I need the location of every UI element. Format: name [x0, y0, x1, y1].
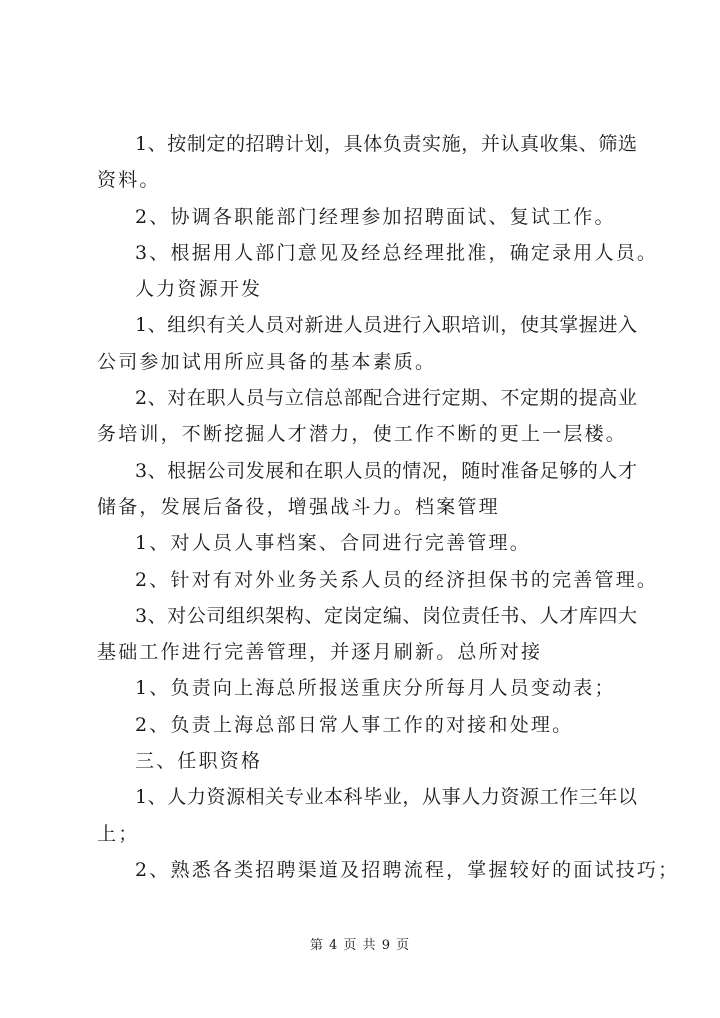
paragraph-line: 务培训，不断挖掘人才潜力，使工作不断的更上一层楼。	[97, 423, 628, 446]
paragraph-line: 2、针对有对外业务关系人员的经济担保书的完善管理。	[135, 568, 659, 591]
paragraph-line: 3、根据公司发展和在职人员的情况，随时准备足够的人才	[135, 459, 637, 482]
section-heading: 三、任职资格	[135, 750, 263, 773]
paragraph-line: 2、对在职人员与立信总部配合进行定期、不定期的提高业	[135, 387, 637, 410]
paragraph-line: 资料。	[97, 169, 161, 192]
paragraph-line: 1、人力资源相关专业本科毕业，从事人力资源工作三年以	[135, 786, 637, 809]
paragraph-line: 储备，发展后备役，增强战斗力。档案管理	[97, 495, 500, 518]
paragraph-line: 2、熟悉各类招聘渠道及招聘流程，掌握较好的面试技巧；	[135, 858, 680, 881]
paragraph-line: 上；	[97, 822, 140, 845]
paragraph-line: 公司参加试用所应具备的基本素质。	[97, 350, 437, 373]
page-number-footer: 第 4 页 共 9 页	[309, 938, 411, 953]
paragraph-line: 2、协调各职能部门经理参加招聘面试、复试工作。	[135, 205, 616, 228]
paragraph-line: 3、对公司组织架构、定岗定编、岗位责任书、人才库四大	[135, 604, 637, 627]
paragraph-line: 基础工作进行完善管理，并逐月刷新。总所对接	[97, 641, 543, 664]
document-body	[97, 126, 680, 888]
paragraph-line: 1、对人员人事档案、合同进行完善管理。	[135, 532, 531, 555]
section-heading: 人力资源开发	[135, 278, 263, 301]
paragraph-line: 2、负责上海总部日常人事工作的对接和处理。	[135, 713, 574, 736]
paragraph-line: 3、根据用人部门意见及经总经理批准，确定录用人员。	[135, 241, 659, 264]
paragraph-line: 1、按制定的招聘计划，具体负责实施，并认真收集、筛选	[135, 133, 637, 155]
paragraph-line: 1、负责向上海总所报送重庆分所每月人员变动表；	[135, 677, 616, 700]
paragraph-line: 1、组织有关人员对新进人员进行入职培训，使其掌握进入	[135, 314, 637, 337]
